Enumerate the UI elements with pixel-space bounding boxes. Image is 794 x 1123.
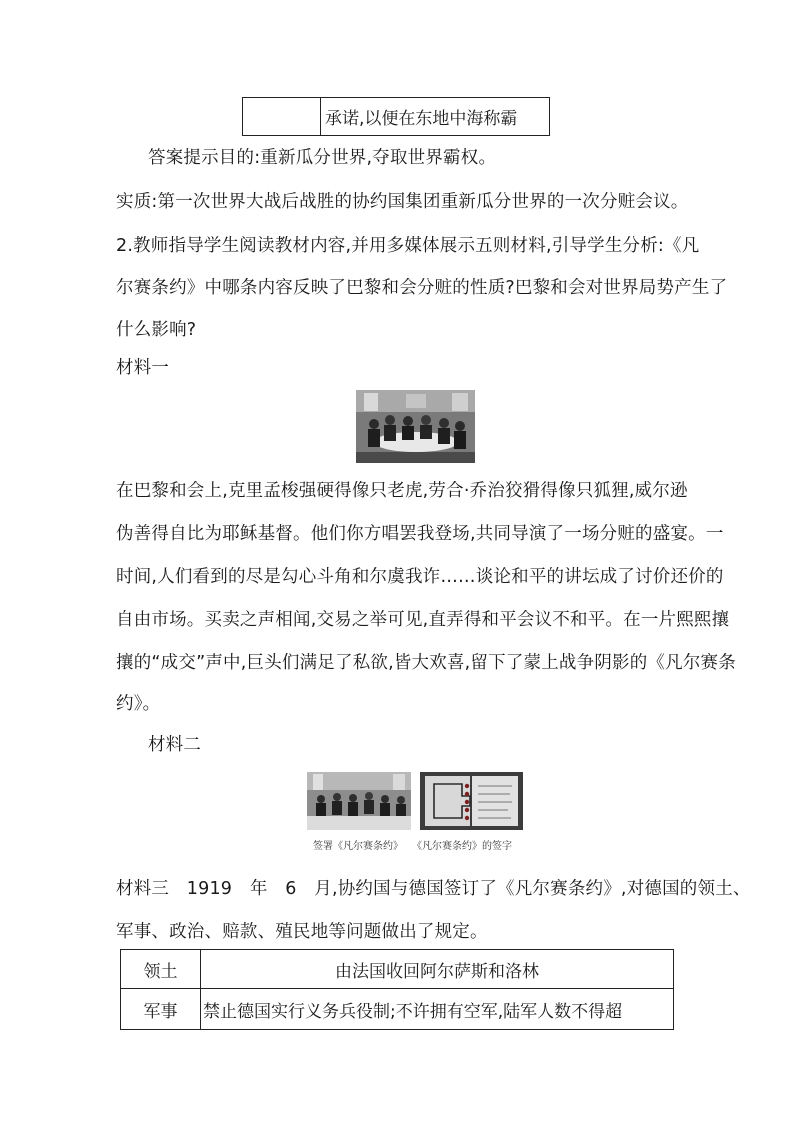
paris-conference-photo-image <box>356 390 475 463</box>
top-table-left-cell <box>243 98 321 136</box>
material-3-line-2: 军事、政治、赔款、殖民地等问题做出了规定。 <box>116 922 488 942</box>
treaty-signature-page-photo <box>420 772 523 830</box>
provision-category: 军事 <box>121 989 201 1030</box>
essence-text: 实质:第一次世界大战后战胜的协约国集团重新瓜分世界的一次分赃会议。 <box>116 192 689 212</box>
treaty-signature-page-image <box>420 772 523 830</box>
treaty-provisions-table <box>120 949 674 1030</box>
table-row <box>121 950 674 989</box>
material-3-line-1: 材料三 1919 年 6 月,协约国与德国签订了《凡尔赛条约》,对德国的领土、 <box>116 879 751 899</box>
caption-signature-page: 《凡尔赛条约》的签字 <box>412 841 512 852</box>
material-1-line-2: 伪善得自比为耶稣基督。他们你方唱罢我登场,共同导演了一场分赃的盛宴。一 <box>116 524 724 544</box>
material-1-line-6: 约》。 <box>116 694 161 714</box>
provision-content: 由法国收回阿尔萨斯和洛林 <box>201 950 674 989</box>
answer-hint: 答案提示目的:重新瓜分世界,夺取世界霸权。 <box>148 148 497 168</box>
provision-category: 领土 <box>121 950 201 989</box>
material-1-line-1: 在巴黎和会上,克里孟梭强硬得像只老虎,劳合·乔治狡猾得像只狐狸,威尔逊 <box>116 481 688 501</box>
table-row <box>121 989 674 1030</box>
caption-signing: 签署《凡尔赛条约》 <box>313 841 403 852</box>
question-2-line-2: 尔赛条约》中哪条内容反映了巴黎和会分赃的性质?巴黎和会对世界局势产生了 <box>116 278 728 298</box>
question-2-line-3: 什么影响? <box>116 320 197 340</box>
material-1-line-3: 时间,人们看到的尽是勾心斗角和尔虞我诈……谈论和平的讲坛成了讨价还价的 <box>116 567 724 587</box>
material-2-label: 材料二 <box>148 735 202 755</box>
treaty-signing-photo-image <box>307 772 411 830</box>
material-1-line-4: 自由市场。买卖之声相闻,交易之举可见,直弄得和平会议不和平。在一片熙熙攘 <box>116 610 730 630</box>
material-1-label: 材料一 <box>116 358 170 378</box>
paris-conference-photo <box>356 390 475 463</box>
question-2-line-1: 2.教师指导学生阅读教材内容,并用多媒体展示五则材料,引导学生分析:《凡 <box>116 236 700 256</box>
top-table <box>242 97 550 136</box>
provision-content: 禁止德国实行义务兵役制;不许拥有空军,陆军人数不得超 <box>201 989 674 1030</box>
table-row <box>243 98 550 136</box>
treaty-signing-photo <box>307 772 411 830</box>
material-1-line-5: 攘的“成交”声中,巨头们满足了私欲,皆大欢喜,留下了蒙上战争阴影的《凡尔赛条 <box>116 653 736 673</box>
top-table-right-cell: 承诺,以便在东地中海称霸 <box>321 98 550 136</box>
